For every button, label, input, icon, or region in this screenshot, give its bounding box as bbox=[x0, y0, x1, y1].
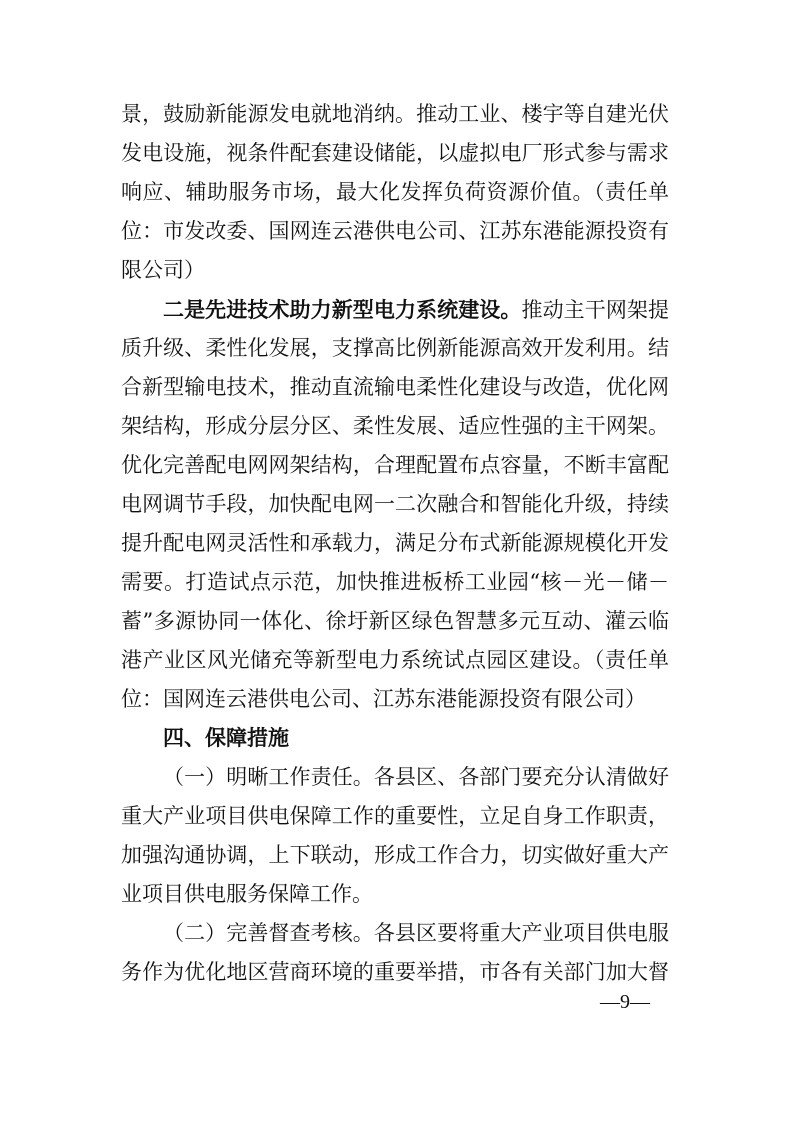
page-number: —9— bbox=[600, 991, 650, 1013]
paragraph-line: 质升级、柔性化发展，支撑高比例新能源高效开发利用。结 bbox=[121, 336, 669, 360]
paragraph-line: 业项目供电服务保障工作。 bbox=[121, 882, 373, 906]
paragraph-line: 限公司） bbox=[121, 258, 205, 282]
paragraph-line: 位：市发改委、国网连云港供电公司、江苏东港能源投资有 bbox=[121, 219, 669, 243]
paragraph-line: 需要。打造试点示范，加快推进板桥工业园“核－光－储－ bbox=[121, 570, 669, 594]
paragraph-line: 响应、辅助服务市场，最大化发挥负荷资源价值。（责任单 bbox=[121, 180, 669, 204]
paragraph-lead-sentence: 二是先进技术助力新型电力系统建设。 bbox=[163, 297, 522, 322]
paragraph-line: 港产业区风光储充等新型电力系统试点园区建设。（责任单 bbox=[121, 648, 669, 672]
paragraph-line: 架结构，形成分层分区、柔性发展、适应性强的主干网架。 bbox=[121, 414, 669, 438]
paragraph-line: 优化完善配电网网架结构，合理配置布点容量，不断丰富配 bbox=[121, 453, 669, 477]
section-heading: 四、保障措施 bbox=[163, 726, 289, 750]
paragraph-line-rest: 推动主干网架提 bbox=[521, 298, 669, 322]
paragraph-first-line bbox=[121, 290, 669, 329]
paragraph-line: 重大产业项目供电保障工作的重要性，立足自身工作职责， bbox=[121, 804, 669, 828]
paragraph-line: 提升配电网灵活性和承载力，满足分布式新能源规模化开发 bbox=[121, 531, 669, 555]
paragraph-first-line: （二）完善督查考核。各县区要将重大产业项目供电服 bbox=[163, 921, 669, 945]
paragraph-line: 蓄”多源协同一体化、徐圩新区绿色智慧多元互动、灌云临 bbox=[121, 609, 669, 633]
paragraph-line: 合新型输电技术，推动直流输电柔性化建设与改造，优化网 bbox=[121, 375, 669, 399]
paragraph-line: 务作为优化地区营商环境的重要举措，市各有关部门加大督 bbox=[121, 960, 669, 984]
paragraph-line: 加强沟通协调，上下联动，形成工作合力，切实做好重大产 bbox=[121, 843, 669, 867]
paragraph-line: 发电设施，视条件配套建设储能，以虚拟电厂形式参与需求 bbox=[121, 141, 669, 165]
paragraph-line: 电网调节手段，加快配电网一二次融合和智能化升级，持续 bbox=[121, 492, 669, 516]
paragraph-first-line: （一）明晰工作责任。各县区、各部门要充分认清做好 bbox=[163, 765, 669, 789]
paragraph-line: 景，鼓励新能源发电就地消纳。推动工业、楼宇等自建光伏 bbox=[121, 102, 669, 126]
document-body bbox=[121, 95, 669, 992]
paragraph-line: 位：国网连云港供电公司、江苏东港能源投资有限公司） bbox=[121, 687, 646, 711]
